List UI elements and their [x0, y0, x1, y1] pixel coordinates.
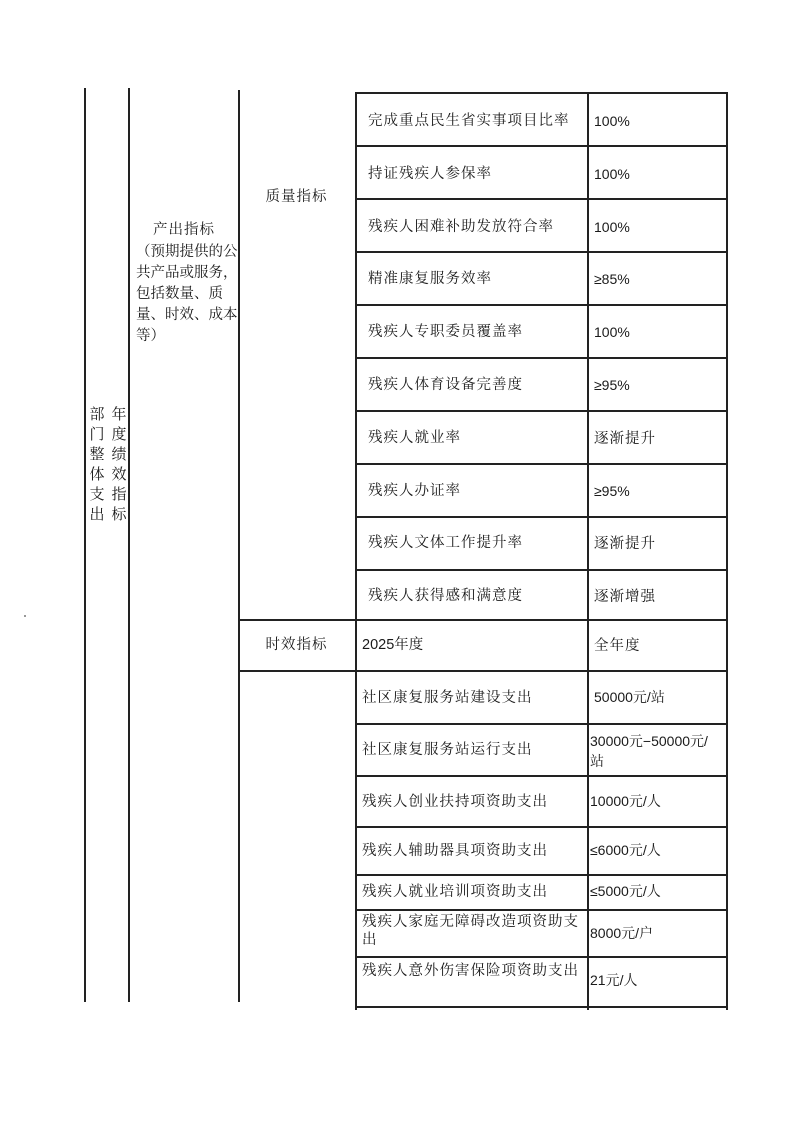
- row-line: [355, 1006, 728, 1008]
- quality-item-name: 残疾人办证率: [368, 483, 461, 499]
- timeliness-item-name: 2025年度: [362, 637, 424, 653]
- row-line: [355, 826, 728, 828]
- row-line: [355, 357, 728, 359]
- table-border-right: [726, 92, 728, 1010]
- table-border-col2: [128, 88, 130, 1002]
- quality-item-value: 100%: [594, 219, 630, 235]
- cost-item-value: 8000元/户: [590, 925, 654, 941]
- row-line: [355, 92, 728, 94]
- quality-item-name: 残疾人文体工作提升率: [368, 535, 523, 551]
- row-line: [355, 775, 728, 777]
- row-line: [238, 670, 728, 672]
- output-indicator-title: 产出指标: [153, 222, 215, 238]
- cost-item-name: 社区康复服务站运行支出: [362, 742, 533, 758]
- cost-item-value: 21元/人: [590, 972, 638, 988]
- row-line: [238, 619, 728, 621]
- scan-speck: [24, 615, 26, 617]
- row-line: [355, 304, 728, 306]
- cost-item-value: ≤5000元/人: [590, 883, 661, 899]
- quality-item-name: 残疾人获得感和满意度: [368, 588, 523, 604]
- cost-item-value: 30000元−50000元/站: [590, 733, 708, 769]
- quality-item-name: 精准康复服务效率: [368, 271, 492, 287]
- quality-item-value: 100%: [594, 113, 630, 129]
- quality-item-value: ≥85%: [594, 271, 630, 287]
- quality-indicator-label: 质量指标: [265, 189, 328, 205]
- quality-item-value: ≥95%: [594, 377, 630, 393]
- quality-item-name: 残疾人专职委员覆盖率: [368, 324, 523, 340]
- cost-item-name: 残疾人就业培训项资助支出: [362, 884, 548, 900]
- cost-item-value: ≤6000元/人: [590, 842, 661, 858]
- output-indicator-description: （预期提供的公共产品或服务，包括数量、质量、时效、成本等）: [136, 244, 238, 344]
- row-line: [355, 145, 728, 147]
- row-line: [355, 874, 728, 876]
- cost-item-value: 10000元/人: [590, 793, 661, 809]
- quality-item-name: 完成重点民生省实事项目比率: [368, 113, 570, 129]
- quality-item-value: 逐渐提升: [594, 536, 656, 552]
- table-border-col5: [587, 92, 589, 1010]
- row-line: [355, 956, 728, 958]
- timeliness-item-value: 全年度: [594, 638, 641, 654]
- row-line: [355, 251, 728, 253]
- dept-overall-expense-label: 部门整体支出: [89, 405, 105, 523]
- quality-item-name: 残疾人就业率: [368, 430, 461, 446]
- row-line: [355, 516, 728, 518]
- row-line: [355, 410, 728, 412]
- row-line: [355, 463, 728, 465]
- cost-item-name: 残疾人家庭无障碍改造项资助支出: [362, 914, 579, 948]
- cost-item-name: 残疾人创业扶持项资助支出: [362, 794, 548, 810]
- quality-item-value: 逐渐提升: [594, 431, 656, 447]
- quality-item-value: 100%: [594, 324, 630, 340]
- quality-item-value: 100%: [594, 166, 630, 182]
- table-border-col3: [238, 90, 240, 1002]
- cost-item-name: 残疾人辅助器具项资助支出: [362, 843, 548, 859]
- table-border-col4: [355, 92, 357, 1010]
- quality-item-name: 持证残疾人参保率: [368, 166, 492, 182]
- cost-item-value: 50000元/站: [594, 689, 665, 705]
- row-line: [355, 909, 728, 911]
- cost-item-name: 社区康复服务站建设支出: [362, 690, 533, 706]
- cost-item-name: 残疾人意外伤害保险项资助支出: [362, 963, 579, 979]
- quality-item-value: ≥95%: [594, 483, 630, 499]
- row-line: [355, 198, 728, 200]
- row-line: [355, 569, 728, 571]
- row-line: [355, 723, 728, 725]
- timeliness-indicator-label: 时效指标: [265, 637, 328, 653]
- annual-performance-indicator-label: 年度绩效指标: [111, 405, 127, 523]
- quality-item-name: 残疾人困难补助发放符合率: [368, 219, 554, 235]
- table-border-left: [84, 88, 86, 1002]
- quality-item-value: 逐渐增强: [594, 589, 656, 605]
- quality-item-name: 残疾人体育设备完善度: [368, 377, 523, 393]
